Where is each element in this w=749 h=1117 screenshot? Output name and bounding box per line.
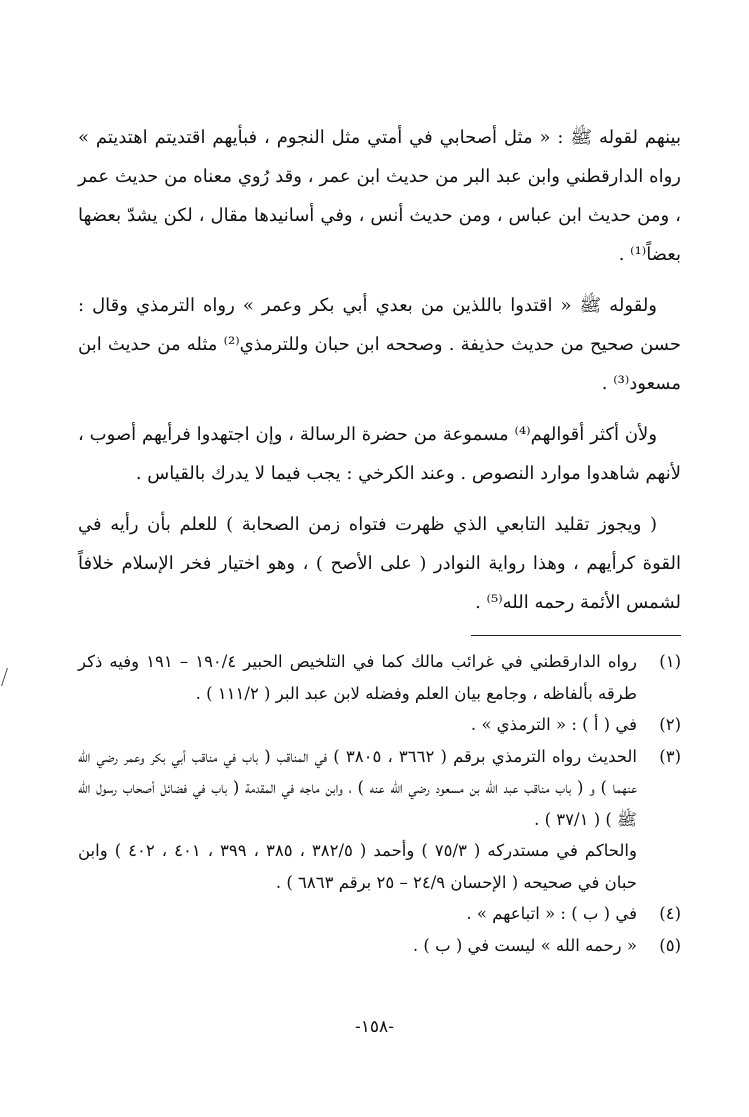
footnote-number: (٢) (659, 715, 681, 734)
footnote-text: والحاكم في مستدركه ( ٧٥/٣ ) وأحمد ( ٣٨٢/٥ ، ٣٨٥ ، ٣٩٩ ، ٤٠١ ، ٤٠٢ ) وابن حبان في صحيحه ( الإحسان ٢٤/٩ – ٢٥ برقم ٦٨٦٣ ) . (78, 841, 637, 892)
footnotes-section (78, 646, 681, 961)
body-paragraph-3: ولأن أكثر أقوالهم⁽⁴⁾ مسموعة من حضرة الرسالة ، وإن اجتهدوا فرأيهم أصوب ، لأنهم شاهدوا موارد النصوص . وعند الكرخي : يجب فيما لا يدرك بالقياس . (78, 424, 681, 484)
footnote-3 (78, 741, 681, 836)
footnote-3-continued (78, 835, 681, 898)
margin-mark (1, 668, 13, 686)
footnote-number (637, 835, 681, 898)
footnote-1 (78, 646, 681, 709)
footnote-text: في ( أ ) : « الترمذي » . (470, 715, 637, 734)
footnote-2 (78, 709, 681, 741)
footnote-text: في ( ب ) : « اتباعهم » . (466, 904, 637, 923)
footnote-text: رواه الدارقطني في غرائب مالك كما في التلخيص الحبير ١٩٠/٤ – ١٩١ وفيه ذكر طرقه بألفاظه ، وجامع بيان العلم وفضله لابن عبد البر ( ١١١/٢ ) . (78, 652, 637, 703)
page-number: -١٥٨- (355, 1017, 394, 1037)
footnote-text: الحديث رواه الترمذي برقم ( ٣٦٦٢ ، ٣٨٠٥ ) في المناقب ( باب في مناقب أبي بكر وعمر رضي الله عنهما ) و ( باب مناقب عبد الله بن مسعود رضي الله عنه ) ، وابن ماجه في المقدمة ( باب في فضائل أصحاب رسول الله ﷺ ) ( ٣٧/١ ) . (78, 746, 638, 829)
footnote-separator (471, 635, 681, 636)
footnote-number: (٥) (659, 935, 681, 955)
footnote-4 (78, 898, 681, 930)
body-paragraph-2: ولقوله ﷺ « اقتدوا باللذين من بعدي أبي بكر وعمر » رواه الترمذي وقال : حسن صحيح من حديث حذيفة . وصححه ابن حبان وللترمذي⁽²⁾ مثله من حديث ابن مسعود⁽³⁾ . (78, 295, 681, 394)
body-paragraph-1: بينهم لقوله ﷺ : « مثل أصحابي في أمتي مثل النجوم ، فبأيهم اقتديتم اهتديتم » رواه الدارقطني وابن عبد البر من حديث ابن عمر ، وقد رُوي معناه من حديث عمر ، ومن حديث ابن عباس ، ومن حديث أنس ، وفي أسانيدها مقال ، لكن يشدّ بعضها بعضاً⁽¹⁾ . (78, 127, 681, 265)
footnote-text: « رحمه الله » ليست في ( ب ) . (412, 935, 637, 955)
footnote-5 (78, 930, 681, 962)
footnote-number: (٤) (659, 904, 681, 923)
main-text (78, 118, 681, 634)
footnote-number: (١) (659, 652, 681, 671)
footnote-number: (٣) (659, 746, 681, 766)
body-paragraph-4: ( ويجوز تقليد التابعي الذي ظهرت فتواه زمن الصحابة ) للعلم بأن رأيه في القوة كرأيهم ، وهذا رواية النوادر ( على الأصح ) ، وهو اختيار فخر الإسلام خلافاً لشمس الأئمة رحمه الله⁽⁵⁾ . (78, 514, 681, 613)
